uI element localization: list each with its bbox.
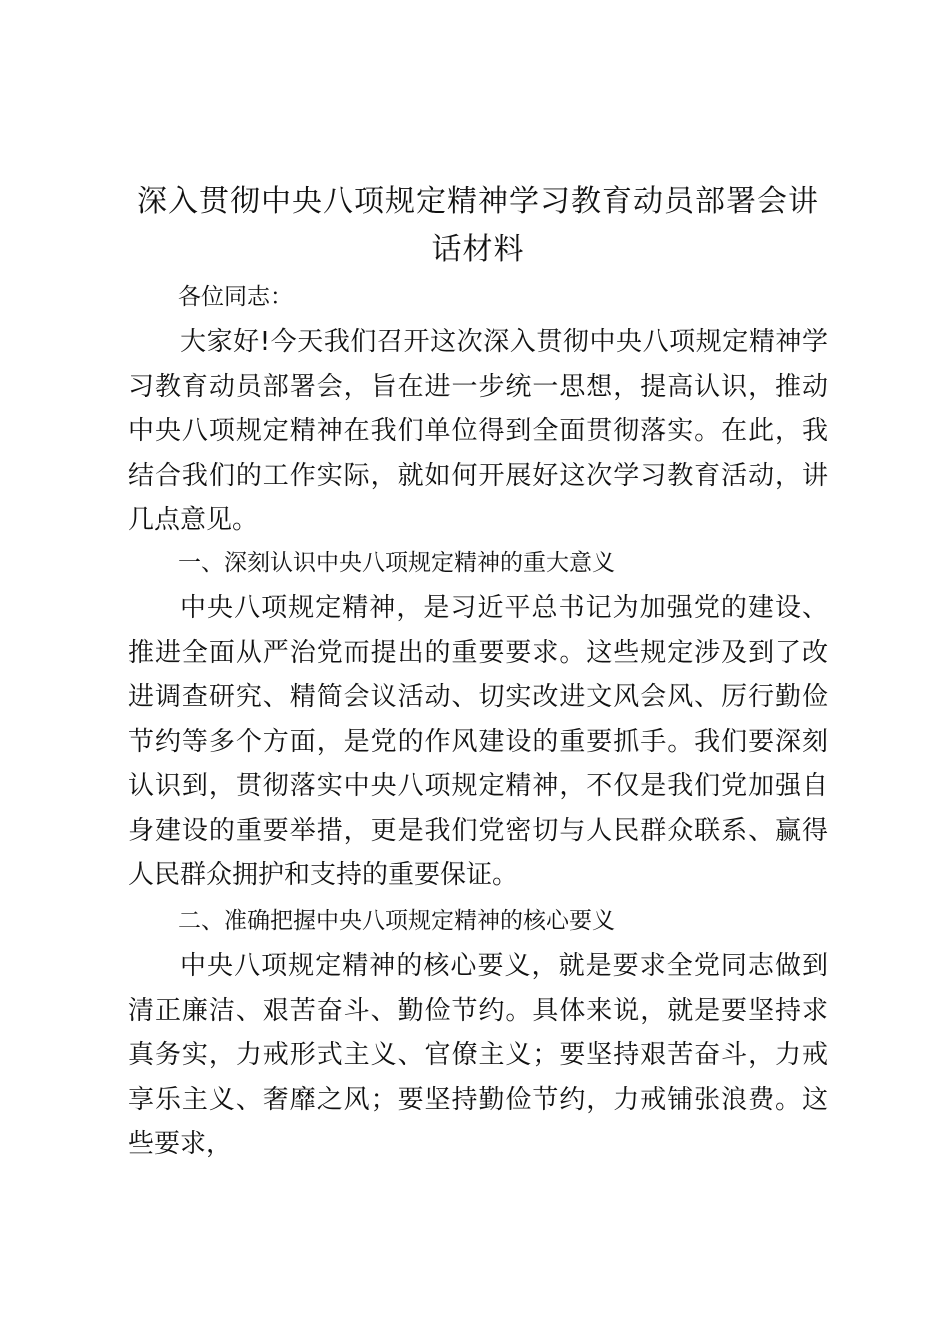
section-heading-2: 二、准确把握中央八项规定精神的核心要义	[178, 908, 615, 934]
section-heading-1: 一、深刻认识中央八项规定精神的重大意义	[178, 550, 615, 576]
paragraph-section-2: 中央八项规定精神的核心要义，就是要求全党同志做到清正廉洁、艰苦奋斗、勤俭节约。具体来说，就是要坚持求真务实，力戒形式主义、官僚主义；要坚持艰苦奋斗，力戒享乐主义、奢靡之风；要坚持勤俭节约，力戒铺张浪费。这些要求，	[128, 951, 828, 1159]
salutation: 各位同志：	[178, 284, 293, 310]
paragraph-opening: 大家好!今天我们召开这次深入贯彻中央八项规定精神学习教育动员部署会，旨在进一步统一思想，提高认识，推动中央八项规定精神在我们单位得到全面贯彻落实。在此，我结合我们的工作实际，就如何开展好这次学习教育活动，讲几点意见。	[128, 327, 828, 535]
document-title: 深入贯彻中央八项规定精神学习教育动员部署会讲话材料	[137, 184, 819, 267]
paragraph-section-1: 中央八项规定精神，是习近平总书记为加强党的建设、推进全面从严治党而提出的重要要求。这些规定涉及到了改进调查研究、精简会议活动、切实改进文风会风、厉行勤俭节约等多个方面，是党的作风建设的重要抓手。我们要深刻认识到，贯彻落实中央八项规定精神，不仅是我们党加强自身建设的重要举措，更是我们党密切与人民群众联系、赢得人民群众拥护和支持的重要保证。	[128, 593, 828, 890]
